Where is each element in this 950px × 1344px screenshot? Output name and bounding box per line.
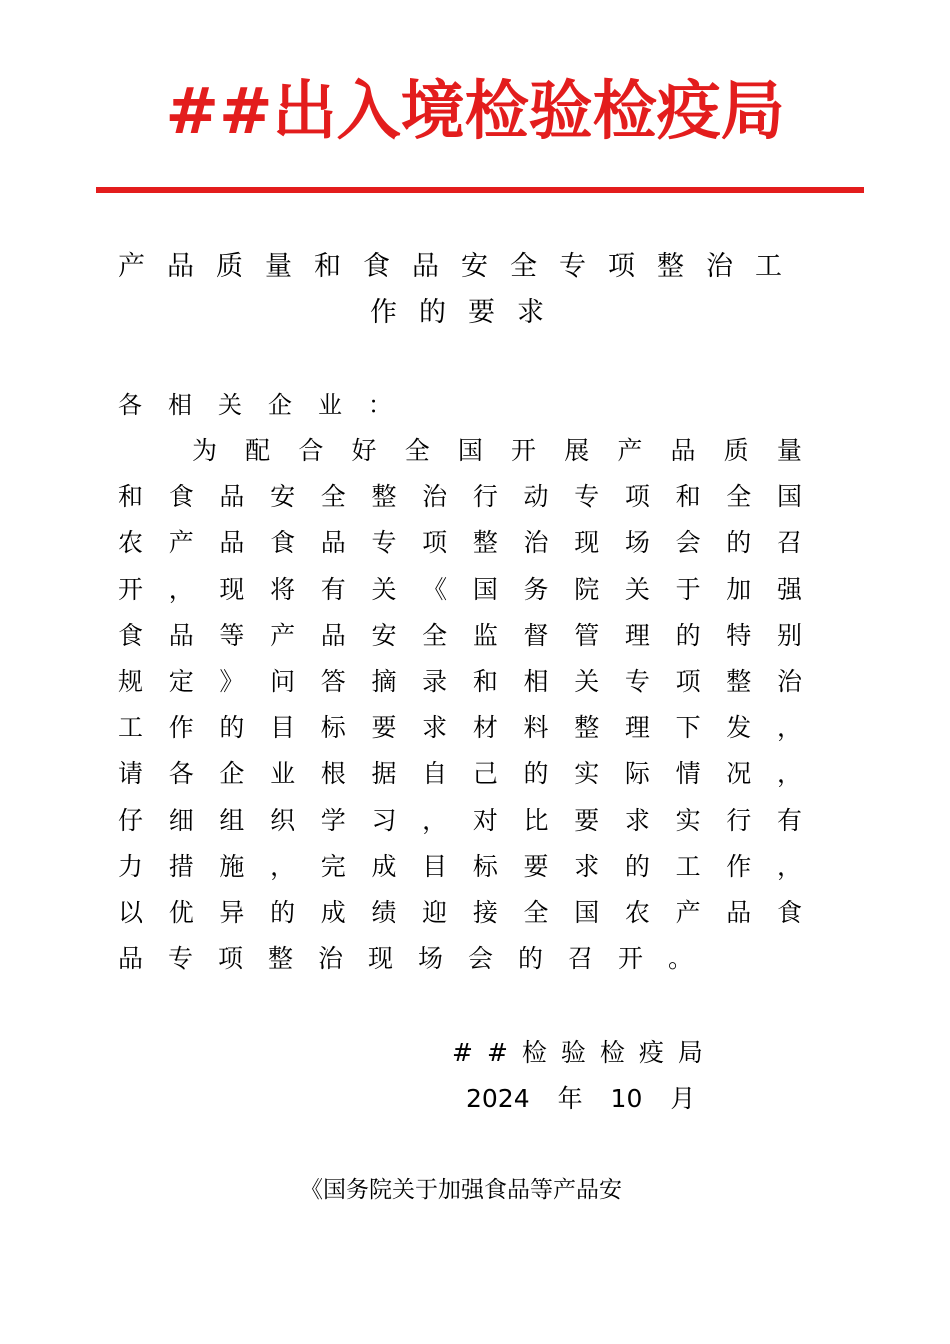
body-line: 品 专 项 整 治 现 场 会 的 召 开 。 xyxy=(118,944,694,974)
document-title-line-2: 作的要求 xyxy=(370,297,566,328)
date-year-unit: 年 xyxy=(557,1084,583,1113)
document-title xyxy=(118,244,818,336)
bureau-title: ##出入境检验检疫局 xyxy=(165,74,785,149)
header-divider xyxy=(96,187,864,193)
body-line: 请 各 企 业 根 据 自 己 的 实 际 情 况 ， xyxy=(118,759,802,789)
body-line: 和 食 品 安 全 整 治 行 动 专 项 和 全 国 xyxy=(118,482,802,512)
document-title-line-1: 产品质量和食品安全专项整治工 xyxy=(118,251,804,282)
date-month-unit: 月 xyxy=(670,1084,696,1113)
body-line: 开 ， 现 将 有 关 《 国 务 院 关 于 加 强 xyxy=(118,574,802,604)
body-line: 农 产 品 食 品 专 项 整 治 现 场 会 的 召 xyxy=(118,528,802,558)
date-year: 2024 xyxy=(466,1084,530,1113)
signature-issuer: ##检验检疫局 xyxy=(452,1038,717,1067)
body-line: 食 品 等 产 品 安 全 监 督 管 理 的 特 别 xyxy=(118,620,802,650)
body-line: 以 优 异 的 成 绩 迎 接 全 国 农 产 品 食 xyxy=(118,897,802,927)
body-line: 为 配 合 好 全 国 开 展 产 品 质 量 xyxy=(192,436,802,465)
body-line: 力 措 施 ， 完 成 目 标 要 求 的 工 作 ， xyxy=(118,851,802,881)
date-month: 10 xyxy=(610,1084,643,1113)
body-text xyxy=(118,428,828,982)
salutation: 各相关企业： xyxy=(118,391,418,419)
signature-date xyxy=(466,1076,695,1122)
body-line: 规 定 》 问 答 摘 录 和 相 关 专 项 整 治 xyxy=(118,666,802,696)
footer-text: 《国务院关于加强食品等产品安 xyxy=(300,1177,622,1203)
body-line: 仔 细 组 织 学 习 ， 对 比 要 求 实 行 有 xyxy=(118,805,802,835)
body-line: 工 作 的 目 标 要 求 材 料 整 理 下 发 ， xyxy=(118,713,802,743)
